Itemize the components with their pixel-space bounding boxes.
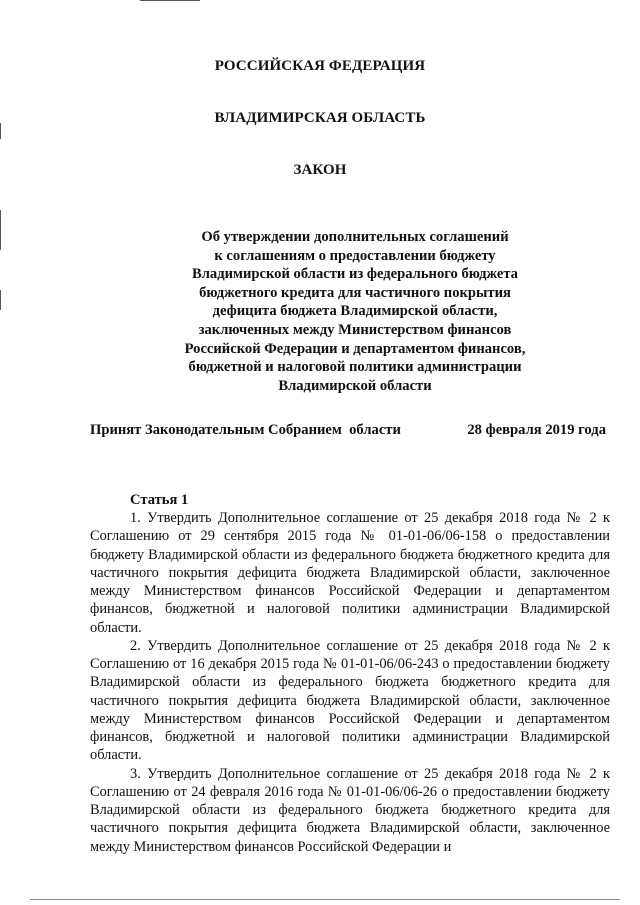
scan-mark-left-3 xyxy=(0,290,1,310)
law-title-line: бюджетного кредита для частичного покрытия xyxy=(199,284,511,301)
law-title-line: бюджетной и налоговой политики администрации xyxy=(188,359,522,376)
article-heading: Статья 1 xyxy=(130,492,189,508)
adoption-date: 28 февраля 2019 года xyxy=(467,422,606,438)
scan-mark-bottom xyxy=(30,899,620,900)
doc-type-heading: ЗАКОН xyxy=(293,162,347,178)
adoption-line xyxy=(90,422,610,439)
adoption-label: Принят Законодательным Собранием области xyxy=(90,422,401,438)
law-title xyxy=(150,228,560,395)
article-paragraph: 3. Утвердить Дополнительное соглашение от 25 декабря 2018 года № 2 к Соглашению от 24 февраля 2016 года № 01-01-06/06-26 о предоставлении бюджету Владимирской области из федерального бюджета бюджетного кредита для частичного покрытия дефицита бюджета Владимирской области, заключенное между Министерством финансов Российской Федерации и xyxy=(90,765,610,855)
law-title-line: Владимирской области xyxy=(278,377,432,394)
law-title-line: дефицита бюджета Владимирской области, xyxy=(212,303,498,320)
article-paragraph: 1. Утвердить Дополнительное соглашение от 25 декабря 2018 года № 2 к Соглашению от 29 сентября 2015 года № 01-01-06/06-158 о предоставлении бюджету Владимирской области из федерального бюджета бюджетного кредита для частичного покрытия дефицита бюджета Владимирской области, заключенное между Министерством финансов Российской Федерации и департаментом финансов, бюджетной и налоговой политики администрации Владимирской области. xyxy=(90,510,610,636)
article-paragraph: 2. Утвердить Дополнительное соглашение от 25 декабря 2018 года № 2 к Соглашению от 16 декабря 2015 года № 01-01-06/06-243 о предоставлении бюджету Владимирской области из федерального бюджета бюджетного кредита для частичного покрытия дефицита бюджета Владимирской области, заключенное между Министерством финансов Российской Федерации и департаментом финансов, бюджетной и налоговой политики администрации Владимирской области. xyxy=(90,637,610,764)
law-title-line: заключенных между Министерством финансов xyxy=(198,321,512,338)
law-title-line: Российской Федерации и департаментом финансов, xyxy=(184,340,526,357)
region-heading: ВЛАДИМИРСКАЯ ОБЛАСТЬ xyxy=(214,110,426,126)
article-body xyxy=(90,509,610,856)
law-title-line: Владимирской области из федерального бюджета xyxy=(192,266,518,283)
law-title-line: к соглашениям о предоставлении бюджету xyxy=(214,247,496,264)
scan-mark-left-2 xyxy=(0,210,1,250)
law-title-line: Об утверждении дополнительных соглашений xyxy=(201,229,509,245)
scan-mark-top xyxy=(140,0,200,1)
country-heading: РОССИЙСКАЯ ФЕДЕРАЦИЯ xyxy=(214,58,426,74)
